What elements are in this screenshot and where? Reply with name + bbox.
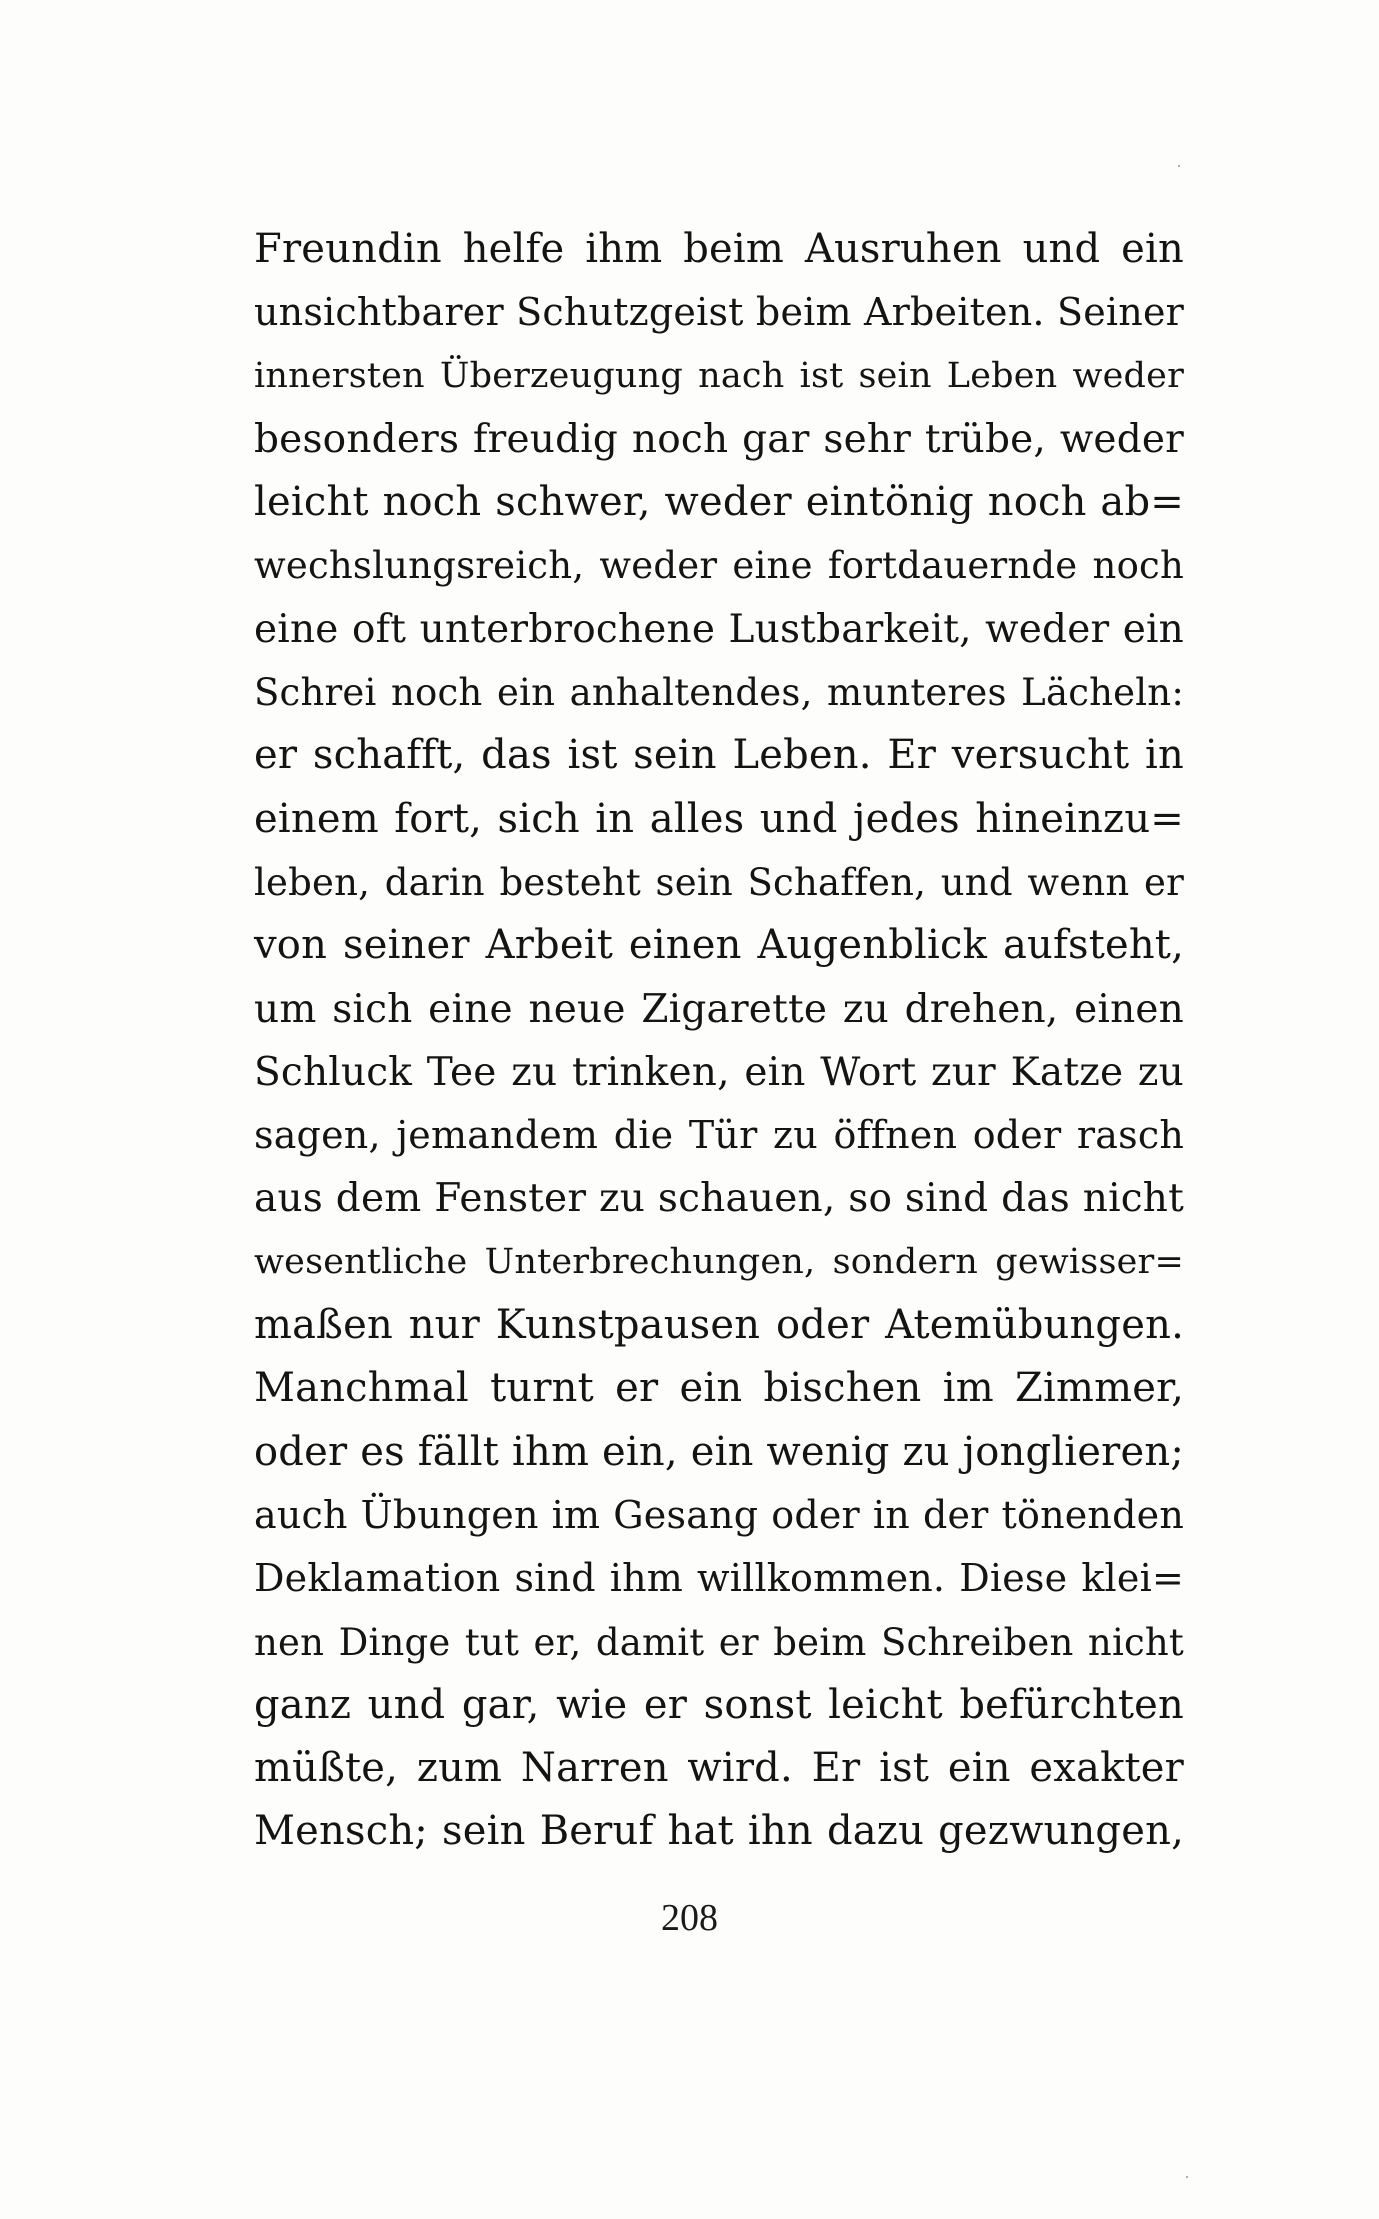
text-line: wechslungsreich, weder eine fortdauernde noch: [254, 544, 1184, 588]
text-line: sagen, jemandem die Tür zu öffnen oder rasch: [254, 1113, 1184, 1158]
text-line: um sich eine neue Zigarette zu drehen, einen: [254, 986, 1184, 1032]
text-line: innersten Überzeugung nach ist sein Leben weder: [254, 355, 1184, 396]
paper-speck: [1178, 165, 1180, 167]
text-line: unsichtbarer Schutzgeist beim Arbeiten. Seiner: [254, 290, 1184, 335]
text-line: eine oft unterbrochene Lustbarkeit, weder ein: [254, 606, 1184, 652]
text-line: besonders freudig noch gar sehr trübe, weder: [254, 416, 1184, 462]
text-line: Freundin helfe ihm beim Ausruhen und ein: [254, 226, 1184, 272]
text-line: ganz und gar, wie er sonst leicht befürchten: [254, 1681, 1184, 1728]
text-line: maßen nur Kunstpausen oder Atemübungen.: [254, 1302, 1184, 1349]
text-line: oder es fällt ihm ein, ein wenig zu jonglieren;: [254, 1428, 1184, 1475]
text-line: Schluck Tee zu trinken, ein Wort zur Katze zu: [254, 1049, 1184, 1095]
text-line: auch Übungen im Gesang oder in der tönenden: [254, 1492, 1184, 1537]
text-line: Mensch; sein Beruf hat ihn dazu gezwungen,: [254, 1808, 1184, 1855]
text-line: Deklamation sind ihm willkommen. Diese klei=: [254, 1556, 1184, 1601]
text-line: leben, darin besteht sein Schaffen, und wenn er: [254, 860, 1184, 904]
text-line: leicht noch schwer, weder eintönig noch ab=: [254, 479, 1184, 526]
text-line: müßte, zum Narren wird. Er ist ein exakter: [254, 1745, 1184, 1792]
paper-speck: [1186, 2176, 1188, 2178]
text-line: aus dem Fenster zu schauen, so sind das nicht: [254, 1176, 1184, 1222]
page-number: 208: [661, 1897, 718, 1939]
text-line: nen Dinge tut er, damit er beim Schreiben nicht: [254, 1620, 1184, 1664]
text-line: wesentliche Unterbrechungen, sondern gewisser=: [254, 1241, 1184, 1282]
body-text: [254, 218, 1184, 1864]
text-line: Schrei noch ein anhaltendes, munteres Lächeln:: [254, 671, 1184, 715]
text-line: Manchmal turnt er ein bischen im Zimmer,: [254, 1365, 1184, 1412]
text-line: er schafft, das ist sein Leben. Er versucht in: [254, 732, 1184, 779]
text-line: einem fort, sich in alles und jedes hineinzu=: [254, 795, 1184, 842]
text-line: von seiner Arbeit einen Augenblick aufsteht,: [254, 922, 1184, 969]
